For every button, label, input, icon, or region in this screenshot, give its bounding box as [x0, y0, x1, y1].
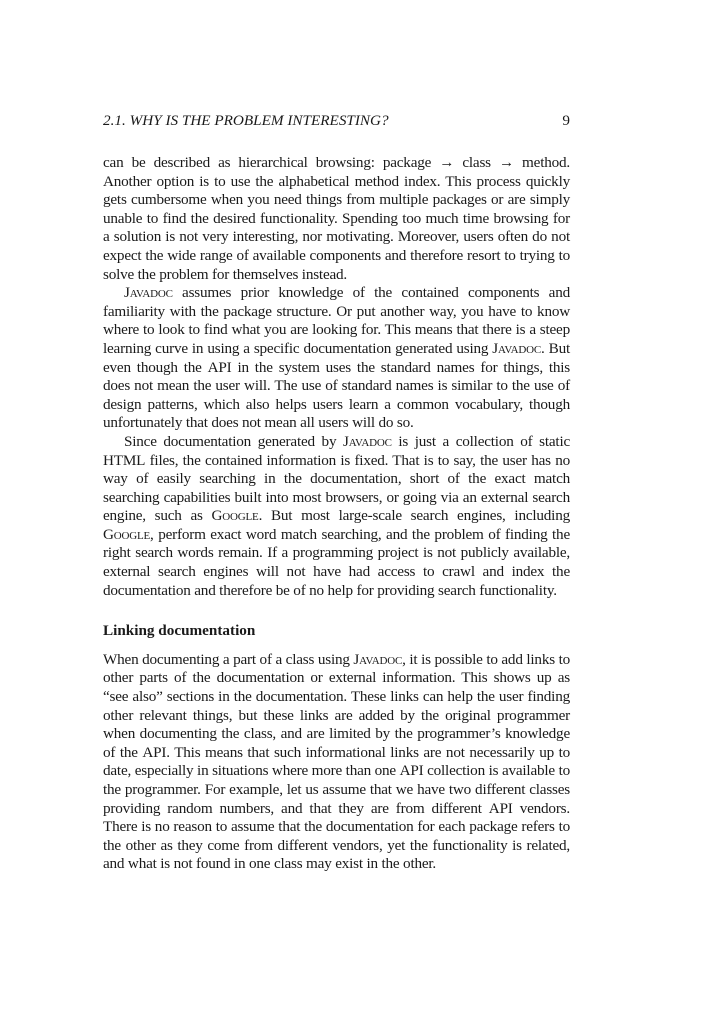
- paragraph-3: [103, 433, 570, 600]
- api-term: API: [207, 358, 232, 376]
- running-title: 2.1. WHY IS THE PROBLEM INTERESTING?: [103, 112, 389, 129]
- javadoc-term: Javadoc: [343, 432, 392, 450]
- paragraph-2: [103, 284, 570, 433]
- body-text: [103, 154, 570, 874]
- text-span: Since documentation generated by: [124, 432, 343, 450]
- api-term: API: [488, 799, 513, 817]
- text-span: When documenting a part of a class using: [103, 650, 354, 668]
- text-span: . But most large-scale search engines, including: [258, 507, 570, 525]
- text-span: . But even though the: [103, 339, 570, 376]
- javadoc-term: Javadoc: [124, 284, 173, 302]
- text-span: vendors. There is no reason to assume that the documentation for each package refers to the other as they come from different vendors, yet the functionality is related, and what is not found in one class may exist in the other.: [103, 799, 570, 873]
- text-span: , it is possible to add links to other parts of the documentation or external information. This shows up as “see also” sections in the documentation. These links can help the user finding other relevant things, but these links are added by the original programmer when documenting the class, and are limited by the programmer’s knowledge of the: [103, 650, 570, 761]
- google-term: Google: [103, 525, 151, 543]
- text-span: files, the contained information is fixed. That is to say, the user has no way of easily searching in the documentation, short of the exact match searching capabilities built into most browsers, or going via an external search engine, such as: [103, 451, 570, 525]
- text-span: . This means that such informational links are not necessarily up to date, especially in situations where more than one: [103, 743, 570, 780]
- text-span: , perform exact word match searching, and the problem of finding the right search words remain. If a programming project is not publicly available, external search engines will not have had access to crawl and index the documentation and therefore be of no help for providing search functionality.: [103, 525, 570, 599]
- paragraph-4: [103, 651, 570, 874]
- javadoc-term: Javadoc: [492, 339, 542, 357]
- javadoc-term: Javadoc: [353, 650, 403, 668]
- text-span: collection is available to the programmer. For example, let us assume that we have two different classes providing random numbers, and that they are from different: [103, 762, 570, 817]
- section-heading: Linking documentation: [103, 622, 256, 640]
- google-term: Google: [211, 507, 259, 525]
- text-span: is just a collection of static: [391, 432, 571, 450]
- text-span: assumes prior knowledge of the contained components and familiarity with the package structure. Or put another way, you have to know where to look to find what you are looking for. This means that there is a steep learning curve in using a specific documentation generated using: [103, 284, 570, 357]
- api-term: API: [142, 743, 167, 761]
- page-number: 9: [562, 112, 570, 129]
- paragraph-1: can be described as hierarchical browsing: package → class → method. Another option is to use the alphabetical method index. This process quickly gets cumbersome when you need things from multiple packages or are simply unable to find the desired functionality. Spending too much time browsing for a solution is not very interesting, nor motivating. Moreover, users often do not expect the wide range of available components and therefore resort to trying to solve the problem for themselves instead.: [103, 154, 570, 283]
- running-header: [103, 110, 570, 132]
- api-term: API: [399, 762, 424, 780]
- html-term: HTML: [103, 451, 146, 469]
- text-span: in the system uses the standard names for things, this does not mean the user will. The use of standard names is similar to the use of design patterns, which also helps users learn a common vocabulary, though unfortunately that does not mean all users will do so.: [103, 358, 570, 432]
